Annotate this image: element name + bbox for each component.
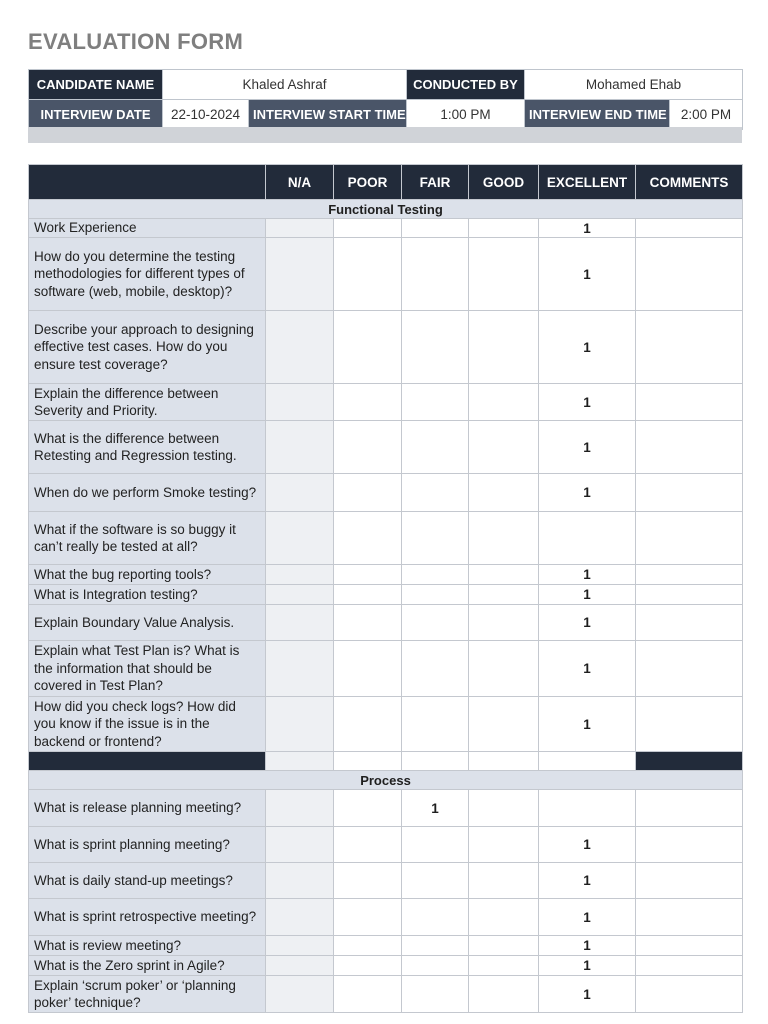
end-time-field[interactable]: 2:00 PM — [670, 100, 743, 130]
score-cell-fair[interactable]: 1 — [402, 790, 469, 827]
score-cell-excellent[interactable]: 1 — [539, 474, 636, 512]
table-row — [29, 956, 743, 976]
question-header — [29, 165, 266, 200]
score-cell-comments[interactable] — [636, 899, 743, 936]
score-cell-fair[interactable] — [402, 565, 469, 585]
score-cell-good[interactable] — [469, 474, 539, 512]
score-cell-fair[interactable] — [402, 976, 469, 1013]
score-cell-excellent[interactable]: 1 — [539, 899, 636, 936]
score-cell-poor[interactable] — [334, 311, 402, 384]
score-cell-na[interactable] — [266, 219, 334, 238]
score-cell-na[interactable] — [266, 641, 334, 697]
score-cell-comments[interactable] — [636, 956, 743, 976]
score-cell-na[interactable] — [266, 697, 334, 752]
score-cell-good[interactable] — [469, 512, 539, 565]
score-cell-na[interactable] — [266, 976, 334, 1013]
candidate-name-field[interactable]: Khaled Ashraf — [163, 70, 407, 100]
score-cell-fair[interactable] — [402, 827, 469, 863]
divider-band — [28, 127, 742, 143]
header-good: GOOD — [469, 165, 539, 200]
footer-cell — [334, 752, 402, 771]
score-cell-fair[interactable] — [402, 238, 469, 311]
evaluation-table — [28, 164, 743, 1013]
question-cell: How did you check logs? How did you know if the issue is in the backend or frontend? — [29, 697, 266, 752]
candidate-name-label: CANDIDATE NAME — [29, 70, 163, 100]
table-row — [29, 585, 743, 605]
footer-cell — [29, 752, 266, 771]
score-cell-poor[interactable] — [334, 956, 402, 976]
score-cell-good[interactable] — [469, 697, 539, 752]
table-row — [29, 936, 743, 956]
section-row — [29, 200, 743, 219]
score-cell-excellent[interactable]: 1 — [539, 863, 636, 899]
score-cell-na[interactable] — [266, 827, 334, 863]
score-cell-poor[interactable] — [334, 790, 402, 827]
score-cell-comments[interactable] — [636, 605, 743, 641]
section-row — [29, 771, 743, 790]
score-cell-comments[interactable] — [636, 565, 743, 585]
question-cell: Work Experience — [29, 219, 266, 238]
score-cell-good[interactable] — [469, 219, 539, 238]
score-cell-fair[interactable] — [402, 512, 469, 565]
score-cell-poor[interactable] — [334, 238, 402, 311]
score-cell-comments[interactable] — [636, 863, 743, 899]
score-cell-na[interactable] — [266, 384, 334, 421]
table-row — [29, 790, 743, 827]
score-cell-fair[interactable] — [402, 219, 469, 238]
score-cell-fair[interactable] — [402, 899, 469, 936]
score-cell-excellent[interactable]: 1 — [539, 956, 636, 976]
section-title: Functional Testing — [29, 200, 743, 219]
score-cell-poor[interactable] — [334, 512, 402, 565]
question-cell: What is review meeting? — [29, 936, 266, 956]
score-cell-excellent[interactable]: 1 — [539, 976, 636, 1013]
score-cell-comments[interactable] — [636, 641, 743, 697]
score-cell-comments[interactable] — [636, 421, 743, 474]
question-cell: What is the Zero sprint in Agile? — [29, 956, 266, 976]
score-cell-na[interactable] — [266, 238, 334, 311]
score-cell-good[interactable] — [469, 976, 539, 1013]
question-cell: Explain the difference between Severity and Priority. — [29, 384, 266, 421]
score-cell-excellent[interactable]: 1 — [539, 421, 636, 474]
score-cell-good[interactable] — [469, 827, 539, 863]
score-cell-poor[interactable] — [334, 976, 402, 1013]
score-cell-comments[interactable] — [636, 311, 743, 384]
question-cell: What is sprint planning meeting? — [29, 827, 266, 863]
score-cell-comments[interactable] — [636, 697, 743, 752]
score-cell-na[interactable] — [266, 512, 334, 565]
table-row — [29, 238, 743, 311]
question-cell: How do you determine the testing methodologies for different types of software (web, mobile, desktop)? — [29, 238, 266, 311]
score-cell-excellent[interactable] — [539, 512, 636, 565]
interview-info-table — [28, 69, 743, 130]
score-cell-poor[interactable] — [334, 697, 402, 752]
score-cell-comments[interactable] — [636, 976, 743, 1013]
score-cell-excellent[interactable]: 1 — [539, 936, 636, 956]
score-cell-na[interactable] — [266, 863, 334, 899]
question-cell: What is daily stand-up meetings? — [29, 863, 266, 899]
table-row — [29, 565, 743, 585]
score-cell-poor[interactable] — [334, 827, 402, 863]
score-cell-good[interactable] — [469, 863, 539, 899]
table-row — [29, 863, 743, 899]
score-cell-na[interactable] — [266, 605, 334, 641]
score-cell-poor[interactable] — [334, 936, 402, 956]
table-row — [29, 697, 743, 752]
score-cell-na[interactable] — [266, 565, 334, 585]
score-cell-fair[interactable] — [402, 605, 469, 641]
table-row — [29, 219, 743, 238]
start-time-label: INTERVIEW START TIME — [249, 100, 407, 130]
header-comments: COMMENTS — [636, 165, 743, 200]
score-cell-good[interactable] — [469, 605, 539, 641]
question-cell: Describe your approach to designing effective test cases. How do you ensure test coverage? — [29, 311, 266, 384]
score-cell-poor[interactable] — [334, 219, 402, 238]
score-cell-excellent[interactable]: 1 — [539, 827, 636, 863]
question-cell: What if the software is so buggy it can’t really be tested at all? — [29, 512, 266, 565]
score-cell-fair[interactable] — [402, 956, 469, 976]
interview-date-field[interactable]: 22-10-2024 — [163, 100, 249, 130]
score-cell-poor[interactable] — [334, 384, 402, 421]
score-cell-excellent[interactable]: 1 — [539, 585, 636, 605]
score-cell-excellent[interactable]: 1 — [539, 219, 636, 238]
header-excellent: EXCELLENT — [539, 165, 636, 200]
footer-cell — [402, 752, 469, 771]
header-na: N/A — [266, 165, 334, 200]
question-cell: Explain what Test Plan is? What is the information that should be covered in Test Plan? — [29, 641, 266, 697]
conducted-by-field[interactable]: Mohamed Ehab — [525, 70, 743, 100]
footer-cell — [266, 752, 334, 771]
table-row — [29, 474, 743, 512]
question-cell: When do we perform Smoke testing? — [29, 474, 266, 512]
score-cell-good[interactable] — [469, 641, 539, 697]
score-cell-fair[interactable] — [402, 384, 469, 421]
table-row — [29, 899, 743, 936]
table-row — [29, 827, 743, 863]
score-cell-poor[interactable] — [334, 863, 402, 899]
score-cell-na[interactable] — [266, 311, 334, 384]
score-cell-good[interactable] — [469, 384, 539, 421]
score-cell-comments[interactable] — [636, 790, 743, 827]
question-cell: What is release planning meeting? — [29, 790, 266, 827]
score-cell-fair[interactable] — [402, 641, 469, 697]
score-cell-na[interactable] — [266, 936, 334, 956]
table-row — [29, 384, 743, 421]
footer-cell — [469, 752, 539, 771]
score-cell-good[interactable] — [469, 936, 539, 956]
score-cell-fair[interactable] — [402, 697, 469, 752]
end-time-label: INTERVIEW END TIME — [525, 100, 670, 130]
table-row — [29, 641, 743, 697]
score-cell-comments[interactable] — [636, 585, 743, 605]
interview-date-label: INTERVIEW DATE — [29, 100, 163, 130]
score-cell-poor[interactable] — [334, 585, 402, 605]
score-cell-comments[interactable] — [636, 238, 743, 311]
question-cell: Explain ‘scrum poker’ or ‘planning poker’ technique? — [29, 976, 266, 1013]
table-row — [29, 976, 743, 1013]
question-cell: What the bug reporting tools? — [29, 565, 266, 585]
score-cell-good[interactable] — [469, 238, 539, 311]
score-cell-poor[interactable] — [334, 605, 402, 641]
score-cell-fair[interactable] — [402, 311, 469, 384]
score-cell-fair[interactable] — [402, 936, 469, 956]
score-cell-good[interactable] — [469, 956, 539, 976]
start-time-field[interactable]: 1:00 PM — [407, 100, 525, 130]
score-cell-na[interactable] — [266, 899, 334, 936]
conducted-by-label: CONDUCTED BY — [407, 70, 525, 100]
page-title: EVALUATION FORM — [28, 29, 244, 54]
score-cell-poor[interactable] — [334, 565, 402, 585]
score-cell-poor[interactable] — [334, 641, 402, 697]
score-cell-fair[interactable] — [402, 585, 469, 605]
table-row — [29, 311, 743, 384]
score-cell-na[interactable] — [266, 585, 334, 605]
question-cell: Explain Boundary Value Analysis. — [29, 605, 266, 641]
score-cell-excellent[interactable]: 1 — [539, 384, 636, 421]
score-cell-fair[interactable] — [402, 474, 469, 512]
score-cell-poor[interactable] — [334, 899, 402, 936]
score-cell-na[interactable] — [266, 474, 334, 512]
score-cell-fair[interactable] — [402, 863, 469, 899]
section-footer-row — [29, 752, 743, 771]
score-cell-excellent[interactable]: 1 — [539, 311, 636, 384]
score-cell-comments[interactable] — [636, 384, 743, 421]
question-cell: What is sprint retrospective meeting? — [29, 899, 266, 936]
score-cell-good[interactable] — [469, 565, 539, 585]
question-cell: What is the difference between Retesting and Regression testing. — [29, 421, 266, 474]
score-cell-excellent[interactable]: 1 — [539, 238, 636, 311]
score-cell-excellent[interactable]: 1 — [539, 565, 636, 585]
score-cell-good[interactable] — [469, 899, 539, 936]
score-cell-poor[interactable] — [334, 421, 402, 474]
score-cell-comments[interactable] — [636, 474, 743, 512]
score-cell-na[interactable] — [266, 421, 334, 474]
table-header-row — [29, 165, 743, 200]
score-cell-good[interactable] — [469, 311, 539, 384]
header-fair: FAIR — [402, 165, 469, 200]
score-cell-fair[interactable] — [402, 421, 469, 474]
score-cell-comments[interactable] — [636, 827, 743, 863]
score-cell-comments[interactable] — [636, 219, 743, 238]
footer-cell — [539, 752, 636, 771]
footer-cell — [636, 752, 743, 771]
score-cell-comments[interactable] — [636, 512, 743, 565]
score-cell-poor[interactable] — [334, 474, 402, 512]
header-poor: POOR — [334, 165, 402, 200]
score-cell-excellent[interactable] — [539, 790, 636, 827]
score-cell-good[interactable] — [469, 421, 539, 474]
score-cell-comments[interactable] — [636, 936, 743, 956]
question-cell: What is Integration testing? — [29, 585, 266, 605]
score-cell-excellent[interactable]: 1 — [539, 697, 636, 752]
score-cell-excellent[interactable]: 1 — [539, 641, 636, 697]
score-cell-good[interactable] — [469, 585, 539, 605]
table-row — [29, 512, 743, 565]
score-cell-excellent[interactable]: 1 — [539, 605, 636, 641]
score-cell-na[interactable] — [266, 790, 334, 827]
table-row — [29, 421, 743, 474]
score-cell-na[interactable] — [266, 956, 334, 976]
score-cell-good[interactable] — [469, 790, 539, 827]
section-title: Process — [29, 771, 743, 790]
table-row — [29, 605, 743, 641]
